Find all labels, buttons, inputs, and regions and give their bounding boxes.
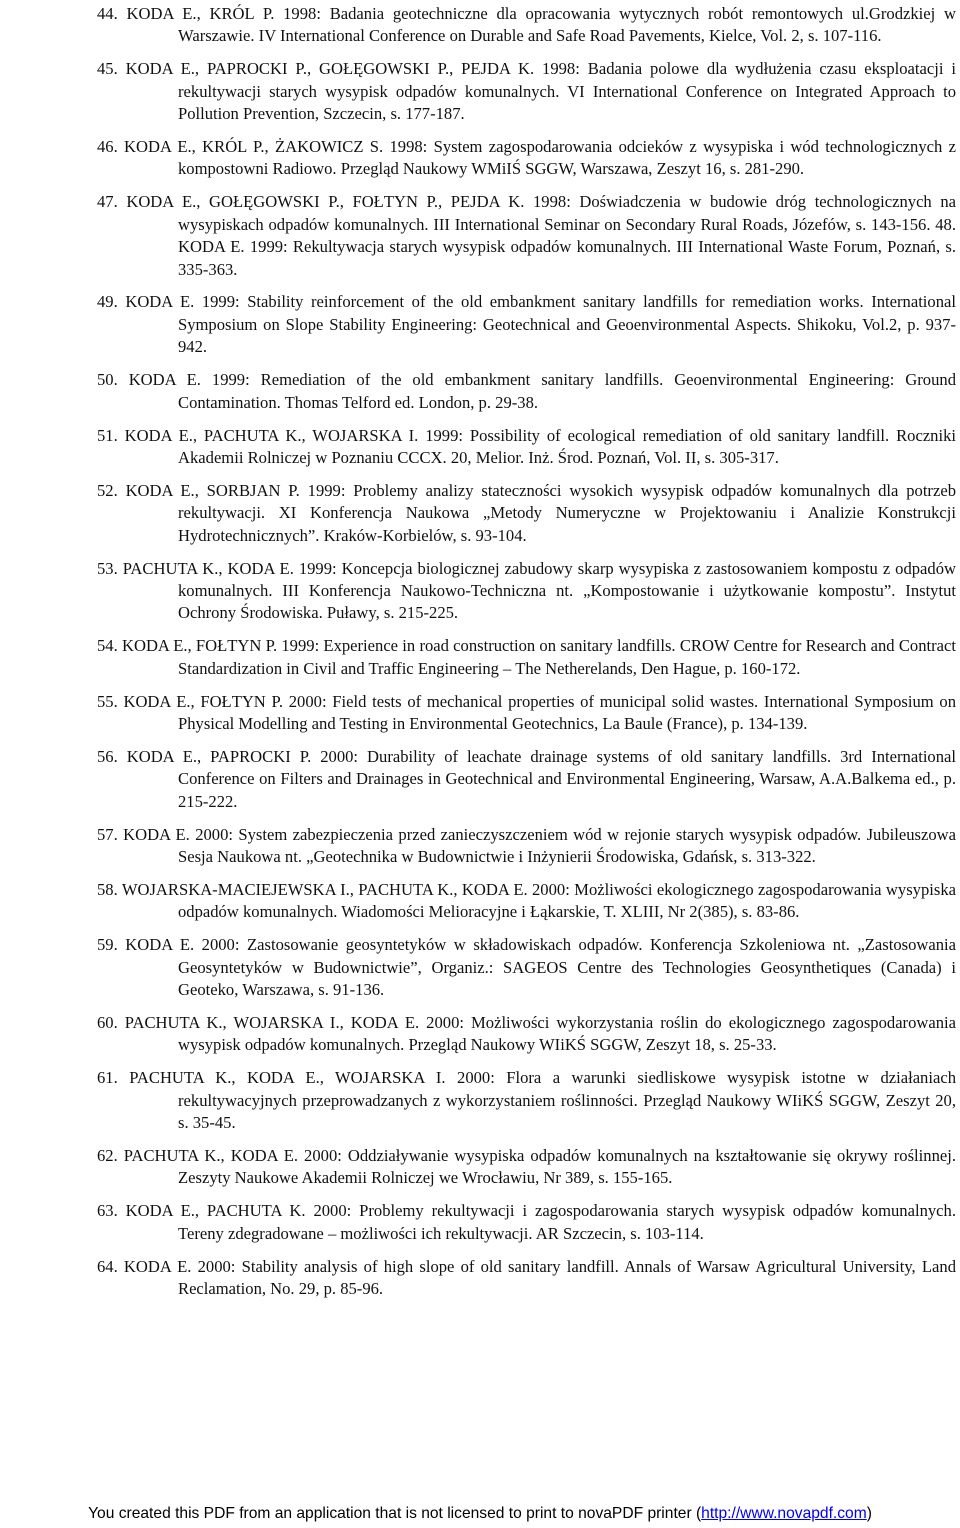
- reference-63: 63. KODA E., PACHUTA K. 2000: Problemy rekultywacji i zagospodarowania starych wysypisk odpadów komunalnych. Tereny zdegradowane – możliwości ich rekultywacji. AR Szczecin, s. 103-114.: [97, 1201, 956, 1243]
- footer-text: You created this PDF from an application that is not licensed to print to novaPDF printer (: [88, 1505, 702, 1522]
- reference-53: 53. PACHUTA K., KODA E. 1999: Koncepcja biologicznej zabudowy skarp wysypiska z zastosowaniem kompostu z odpadów komunalnych. III Konferencja Naukowo-Techniczna nt. „Kompostowanie i użytkowanie kompostu”. Instytut Ochrony Środowiska. Puławy, s. 215-225.: [97, 558, 956, 623]
- reference-45: 45. KODA E., PAPROCKI P., GOŁĘGOWSKI P., PEJDA K. 1998: Badania polowe dla wydłużenia czasu eksploatacji i rekultywacji starych wysypisk odpadów komunalnych. VI International Conference on Integrated Approach to Pollution Prevention, Szczecin, s. 177-187.: [97, 59, 956, 124]
- footer-text-end: ): [866, 1505, 872, 1522]
- reference-61: 61. PACHUTA K., KODA E., WOJARSKA I. 2000: Flora a warunki siedliskowe wysypisk istotne w działaniach rekultywacyjnych przeprowadzanych z wykorzystaniem roślinności. Przegląd Naukowy WIiKŚ SGGW, Zeszyt 20, s. 35-45.: [97, 1068, 956, 1133]
- reference-58: 58. WOJARSKA-MACIEJEWSKA I., PACHUTA K., KODA E. 2000: Możliwości ekologicznego zagospodarowania wysypiska odpadów komunalnych. Wiadomości Melioracyjne i Łąkarskie, T. XLIII, Nr 2(385), s. 83-86.: [97, 879, 956, 922]
- reference-51: 51. KODA E., PACHUTA K., WOJARSKA I. 1999: Possibility of ecological remediation of old sanitary landfill. Roczniki Akademii Rolniczej w Poznaniu CCCX. 20, Melior. Inż. Środ. Poznań, Vol. II, s. 305-317.: [97, 425, 956, 467]
- reference-55: 55. KODA E., FOŁTYN P. 2000: Field tests of mechanical properties of municipal solid wastes. International Symposium on Physical Modelling and Testing in Environmental Geotechnics, La Baule (France), p. 134-139.: [97, 691, 956, 733]
- reference-60: 60. PACHUTA K., WOJARSKA I., KODA E. 2000: Możliwości wykorzystania roślin do ekologicznego zagospodarowania wysypisk odpadów komunalnych. Przegląd Naukowy WIiKŚ SGGW, Zeszyt 18, s. 25-33.: [97, 1012, 956, 1055]
- reference-64: 64. KODA E. 2000: Stability analysis of high slope of old sanitary landfill. Annals of Warsaw Agricultural University, Land Reclamation, No. 29, p. 85-96.: [97, 1256, 956, 1298]
- reference-44: 44. KODA E., KRÓL P. 1998: Badania geotechniczne dla opracowania wytycznych robót remontowych ul.Grodzkiej w Warszawie. IV International Conference on Durable and Safe Road Pavements, Kielce, Vol. 2, s. 107-116.: [97, 4, 956, 46]
- reference-list: [0, 3, 960, 1311]
- novapdf-link[interactable]: http://www.novapdf.com: [701, 1505, 867, 1522]
- reference-50: 50. KODA E. 1999: Remediation of the old embankment sanitary landfills. Geoenvironmental Engineering: Ground Contamination. Thomas Telford ed. London, p. 29-38.: [97, 370, 956, 412]
- reference-46: 46. KODA E., KRÓL P., ŻAKOWICZ S. 1998: System zagospodarowania odcieków z wysypiska i wód technologicznych z kompostowni Radiowo. Przegląd Naukowy WMiIŚ SGGW, Warszawa, Zeszyt 16, s. 281-290.: [97, 137, 956, 179]
- reference-49: 49. KODA E. 1999: Stability reinforcement of the old embankment sanitary landfills for remediation works. International Symposium on Slope Stability Engineering: Geotechnical and Geoenvironmental Aspects. Shikoku, Vol.2, p. 937-942.: [97, 292, 956, 357]
- reference-47: 47. KODA E., GOŁĘGOWSKI P., FOŁTYN P., PEJDA K. 1998: Doświadczenia w budowie dróg technologicznych na wysypiskach odpadów komunalnych. III International Seminar on Secondary Rural Roads, Józefów, s. 143-156. 48. KODA E. 1999: Rekultywacja starych wysypisk odpadów komunalnych. III International Waste Forum, Poznań, s. 335-363.: [97, 192, 956, 279]
- reference-62: 62. PACHUTA K., KODA E. 2000: Oddziaływanie wysypiska odpadów komunalnych na kształtowanie się okrywy roślinnej. Zeszyty Naukowe Akademii Rolniczej we Wrocławiu, Nr 389, s. 155-165.: [97, 1145, 956, 1188]
- reference-56: 56. KODA E., PAPROCKI P. 2000: Durability of leachate drainage systems of old sanitary landfills. 3rd International Conference on Filters and Drainages in Geotechnical and Environmental Engineering, Warsaw, A.A.Balkema ed., p. 215-222.: [97, 746, 956, 811]
- reference-57: 57. KODA E. 2000: System zabezpieczenia przed zanieczyszczeniem wód w rejonie starych wysypisk odpadów. Jubileuszowa Sesja Naukowa nt. „Geotechnika w Budownictwie i Inżynierii Środowiska, Gdańsk, s. 313-322.: [97, 824, 956, 866]
- reference-52: 52. KODA E., SORBJAN P. 1999: Problemy analizy stateczności wysokich wysypisk odpadów komunalnych dla potrzeb rekultywacji. XI Konferencja Naukowa „Metody Numeryczne w Projektowaniu i Analizie Konstrukcji Hydrotechnicznych”. Kraków-Korbielów, s. 93-104.: [97, 480, 956, 545]
- reference-59: 59. KODA E. 2000: Zastosowanie geosyntetyków w składowiskach odpadów. Konferencja Szkoleniowa nt. „Zastosowania Geosyntetyków w Budownictwie”, Organiz.: SAGEOS Centre des Technologies Geosynthetiques (Canada) i Geoteko, Warszawa, s. 91-136.: [97, 935, 956, 1000]
- novapdf-footer-notice: [0, 1504, 960, 1524]
- reference-54: 54. KODA E., FOŁTYN P. 1999: Experience in road construction on sanitary landfills. CROW Centre for Research and Contract Standardization in Civil and Traffic Engineering – The Netherelands, Den Hague, p. 160-172.: [97, 636, 956, 678]
